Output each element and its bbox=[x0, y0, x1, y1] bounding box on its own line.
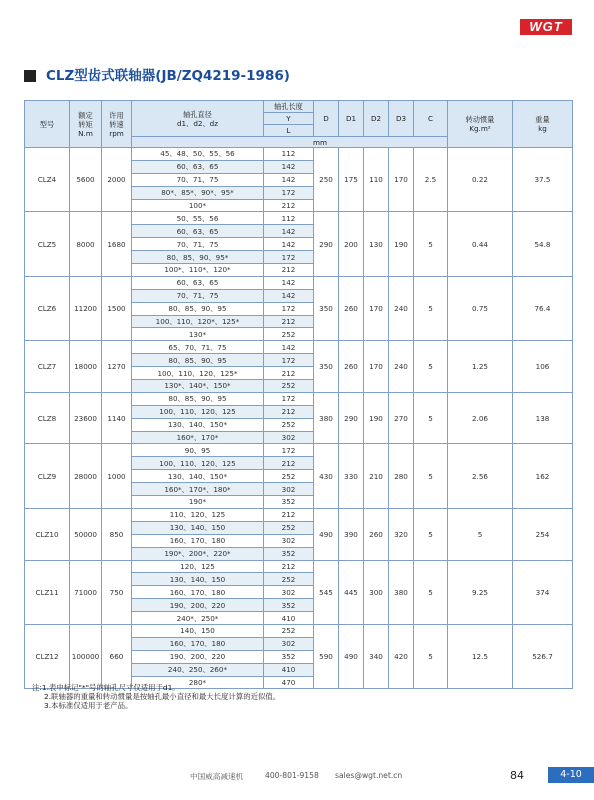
cell-length: 252 bbox=[264, 380, 314, 393]
cell-model: CLZ12 bbox=[25, 624, 70, 688]
cell-bore: 120、125 bbox=[132, 560, 264, 573]
cell-length: 212 bbox=[264, 367, 314, 380]
cell-d2: 110 bbox=[364, 148, 389, 212]
cell-d1: 175 bbox=[339, 148, 364, 212]
cell-bore: 100、110、120、125* bbox=[132, 367, 264, 380]
cell-bore: 60、63、65 bbox=[132, 160, 264, 173]
cell-d2: 210 bbox=[364, 444, 389, 508]
brand-logo: WGT bbox=[520, 19, 572, 35]
cell-d2: 190 bbox=[364, 392, 389, 444]
cell-d1: 260 bbox=[339, 341, 364, 393]
cell-d3: 320 bbox=[389, 508, 414, 560]
cell-d3: 190 bbox=[389, 212, 414, 276]
table-row bbox=[25, 392, 573, 405]
cell-speed: 1500 bbox=[102, 276, 132, 340]
cell-bore: 240*、250* bbox=[132, 612, 264, 625]
cell-weight: 162 bbox=[513, 444, 573, 508]
unit-row: mm bbox=[132, 137, 448, 148]
cell-model: CLZ9 bbox=[25, 444, 70, 508]
col-weight: 重量 kg bbox=[513, 101, 573, 148]
cell-length: 172 bbox=[264, 392, 314, 405]
cell-bore: 100*、110*、120* bbox=[132, 264, 264, 277]
cell-length: 302 bbox=[264, 586, 314, 599]
cell-bore: 160、170、180 bbox=[132, 637, 264, 650]
col-length-l: L bbox=[264, 125, 314, 137]
cell-inertia: 9.25 bbox=[448, 560, 513, 624]
cell-weight: 254 bbox=[513, 508, 573, 560]
table-row bbox=[25, 276, 573, 289]
cell-d: 545 bbox=[314, 560, 339, 624]
cell-torque: 71000 bbox=[70, 560, 102, 624]
note-1: 注:1.表中标记"*"号的轴孔尺寸仅适用于d1。 bbox=[32, 683, 180, 692]
cell-length: 142 bbox=[264, 276, 314, 289]
cell-c: 5 bbox=[414, 212, 448, 276]
col-D2: D2 bbox=[364, 101, 389, 137]
cell-bore: 190*、200*、220* bbox=[132, 547, 264, 560]
cell-length: 172 bbox=[264, 251, 314, 264]
col-length: 轴孔长度 bbox=[264, 101, 314, 113]
cell-length: 252 bbox=[264, 418, 314, 431]
cell-d2: 170 bbox=[364, 276, 389, 340]
cell-length: 302 bbox=[264, 637, 314, 650]
title-marker bbox=[24, 70, 36, 82]
cell-bore: 50、55、56 bbox=[132, 212, 264, 225]
cell-length: 142 bbox=[264, 238, 314, 251]
table-row bbox=[25, 508, 573, 521]
cell-bore: 130、140、150* bbox=[132, 470, 264, 483]
cell-model: CLZ10 bbox=[25, 508, 70, 560]
cell-speed: 1270 bbox=[102, 341, 132, 393]
col-bore: 轴孔直径 d1、d2、dz bbox=[132, 101, 264, 137]
cell-d: 490 bbox=[314, 508, 339, 560]
cell-c: 5 bbox=[414, 444, 448, 508]
cell-d: 350 bbox=[314, 341, 339, 393]
cell-d1: 445 bbox=[339, 560, 364, 624]
cell-d3: 240 bbox=[389, 276, 414, 340]
cell-length: 410 bbox=[264, 663, 314, 676]
cell-length: 142 bbox=[264, 173, 314, 186]
cell-model: CLZ8 bbox=[25, 392, 70, 444]
footer-email: sales@wgt.net.cn bbox=[335, 771, 403, 780]
note-3: 3.本标准仅适用于老产品。 bbox=[44, 701, 133, 710]
cell-length: 302 bbox=[264, 431, 314, 444]
col-model: 型号 bbox=[25, 101, 70, 148]
col-D1: D1 bbox=[339, 101, 364, 137]
cell-bore: 65、70、71、75 bbox=[132, 341, 264, 354]
cell-speed: 660 bbox=[102, 624, 132, 688]
cell-bore: 70、71、75 bbox=[132, 289, 264, 302]
cell-d: 350 bbox=[314, 276, 339, 340]
cell-speed: 750 bbox=[102, 560, 132, 624]
cell-d3: 420 bbox=[389, 624, 414, 688]
cell-torque: 100000 bbox=[70, 624, 102, 688]
cell-length: 252 bbox=[264, 573, 314, 586]
col-torque: 额定 转矩 N.m bbox=[70, 101, 102, 148]
table-row bbox=[25, 444, 573, 457]
cell-bore: 60、63、65 bbox=[132, 225, 264, 238]
cell-length: 212 bbox=[264, 199, 314, 212]
cell-torque: 5600 bbox=[70, 148, 102, 212]
cell-d2: 300 bbox=[364, 560, 389, 624]
cell-torque: 23600 bbox=[70, 392, 102, 444]
cell-model: CLZ7 bbox=[25, 341, 70, 393]
cell-weight: 138 bbox=[513, 392, 573, 444]
cell-c: 5 bbox=[414, 392, 448, 444]
cell-bore: 90、95 bbox=[132, 444, 264, 457]
cell-inertia: 12.5 bbox=[448, 624, 513, 688]
cell-length: 352 bbox=[264, 599, 314, 612]
cell-bore: 100、110、120、125 bbox=[132, 405, 264, 418]
cell-d1: 490 bbox=[339, 624, 364, 688]
cell-length: 212 bbox=[264, 457, 314, 470]
cell-inertia: 5 bbox=[448, 508, 513, 560]
col-C: C bbox=[414, 101, 448, 137]
cell-bore: 160、170、180 bbox=[132, 534, 264, 547]
cell-d2: 260 bbox=[364, 508, 389, 560]
cell-bore: 110、120、125 bbox=[132, 508, 264, 521]
cell-d1: 330 bbox=[339, 444, 364, 508]
table-row bbox=[25, 560, 573, 573]
cell-bore: 130*、140*、150* bbox=[132, 380, 264, 393]
cell-bore: 190* bbox=[132, 496, 264, 509]
cell-length: 112 bbox=[264, 148, 314, 161]
cell-weight: 106 bbox=[513, 341, 573, 393]
cell-c: 5 bbox=[414, 341, 448, 393]
cell-weight: 374 bbox=[513, 560, 573, 624]
cell-length: 302 bbox=[264, 483, 314, 496]
col-inertia: 转动惯量 Kg.m² bbox=[448, 101, 513, 148]
cell-d: 380 bbox=[314, 392, 339, 444]
cell-bore: 70、71、75 bbox=[132, 173, 264, 186]
cell-speed: 1000 bbox=[102, 444, 132, 508]
spec-table bbox=[24, 100, 573, 689]
cell-d: 430 bbox=[314, 444, 339, 508]
cell-d: 590 bbox=[314, 624, 339, 688]
cell-length: 470 bbox=[264, 676, 314, 689]
cell-length: 410 bbox=[264, 612, 314, 625]
cell-d2: 340 bbox=[364, 624, 389, 688]
cell-bore: 130、140、150 bbox=[132, 573, 264, 586]
cell-d2: 130 bbox=[364, 212, 389, 276]
cell-bore: 280* bbox=[132, 676, 264, 689]
table-row bbox=[25, 212, 573, 225]
cell-length: 212 bbox=[264, 405, 314, 418]
cell-weight: 526.7 bbox=[513, 624, 573, 688]
cell-inertia: 2.06 bbox=[448, 392, 513, 444]
cell-bore: 60、63、65 bbox=[132, 276, 264, 289]
cell-length: 252 bbox=[264, 470, 314, 483]
notes bbox=[32, 683, 280, 710]
cell-inertia: 0.75 bbox=[448, 276, 513, 340]
cell-model: CLZ6 bbox=[25, 276, 70, 340]
cell-inertia: 0.22 bbox=[448, 148, 513, 212]
cell-bore: 130、140、150 bbox=[132, 521, 264, 534]
col-speed: 许用 转速 rpm bbox=[102, 101, 132, 148]
cell-torque: 28000 bbox=[70, 444, 102, 508]
note-2: 2.联轴器的重量和转动惯量是按轴孔最小直径和最大长度计算的近似值。 bbox=[44, 692, 281, 701]
cell-bore: 100、110、120、125 bbox=[132, 457, 264, 470]
cell-d: 250 bbox=[314, 148, 339, 212]
cell-bore: 80*、85*、90*、95* bbox=[132, 186, 264, 199]
cell-weight: 76.4 bbox=[513, 276, 573, 340]
cell-length: 172 bbox=[264, 302, 314, 315]
cell-weight: 54.8 bbox=[513, 212, 573, 276]
cell-speed: 1140 bbox=[102, 392, 132, 444]
cell-speed: 2000 bbox=[102, 148, 132, 212]
cell-inertia: 0.44 bbox=[448, 212, 513, 276]
cell-speed: 850 bbox=[102, 508, 132, 560]
cell-length: 352 bbox=[264, 547, 314, 560]
cell-weight: 37.5 bbox=[513, 148, 573, 212]
col-D: D bbox=[314, 101, 339, 137]
cell-length: 302 bbox=[264, 534, 314, 547]
cell-d3: 280 bbox=[389, 444, 414, 508]
cell-length: 142 bbox=[264, 225, 314, 238]
cell-length: 142 bbox=[264, 341, 314, 354]
cell-bore: 240、250、260* bbox=[132, 663, 264, 676]
cell-length: 252 bbox=[264, 624, 314, 637]
cell-bore: 70、71、75 bbox=[132, 238, 264, 251]
cell-torque: 50000 bbox=[70, 508, 102, 560]
cell-length: 142 bbox=[264, 160, 314, 173]
cell-length: 212 bbox=[264, 264, 314, 277]
cell-model: CLZ11 bbox=[25, 560, 70, 624]
cell-d3: 270 bbox=[389, 392, 414, 444]
cell-speed: 1680 bbox=[102, 212, 132, 276]
footer-phone: 400-801-9158 bbox=[265, 771, 319, 780]
cell-bore: 100* bbox=[132, 199, 264, 212]
cell-d: 290 bbox=[314, 212, 339, 276]
cell-length: 252 bbox=[264, 328, 314, 341]
cell-bore: 160*、170* bbox=[132, 431, 264, 444]
cell-bore: 130* bbox=[132, 328, 264, 341]
cell-length: 212 bbox=[264, 508, 314, 521]
cell-bore: 160、170、180 bbox=[132, 586, 264, 599]
cell-bore: 190、200、220 bbox=[132, 650, 264, 663]
cell-c: 5 bbox=[414, 276, 448, 340]
cell-bore: 80、85、90、95* bbox=[132, 251, 264, 264]
cell-bore: 140、150 bbox=[132, 624, 264, 637]
cell-length: 212 bbox=[264, 315, 314, 328]
section-tag: 4-10 bbox=[548, 767, 594, 783]
spec-table-body bbox=[25, 148, 573, 689]
cell-torque: 8000 bbox=[70, 212, 102, 276]
col-length-y: Y bbox=[264, 113, 314, 125]
cell-d1: 390 bbox=[339, 508, 364, 560]
cell-bore: 80、85、90、95 bbox=[132, 392, 264, 405]
cell-d1: 260 bbox=[339, 276, 364, 340]
cell-c: 5 bbox=[414, 560, 448, 624]
cell-bore: 80、85、90、95 bbox=[132, 354, 264, 367]
cell-length: 112 bbox=[264, 212, 314, 225]
cell-bore: 130、140、150* bbox=[132, 418, 264, 431]
cell-d3: 240 bbox=[389, 341, 414, 393]
cell-length: 172 bbox=[264, 444, 314, 457]
cell-length: 172 bbox=[264, 186, 314, 199]
footer bbox=[0, 771, 594, 783]
cell-length: 252 bbox=[264, 521, 314, 534]
cell-length: 352 bbox=[264, 496, 314, 509]
cell-inertia: 1.25 bbox=[448, 341, 513, 393]
cell-d3: 170 bbox=[389, 148, 414, 212]
table-row bbox=[25, 148, 573, 161]
cell-c: 5 bbox=[414, 624, 448, 688]
cell-inertia: 2.56 bbox=[448, 444, 513, 508]
cell-bore: 190、200、220 bbox=[132, 599, 264, 612]
cell-bore: 45、48、50、55、56 bbox=[132, 148, 264, 161]
cell-length: 142 bbox=[264, 289, 314, 302]
cell-bore: 160*、170*、180* bbox=[132, 483, 264, 496]
cell-d2: 170 bbox=[364, 341, 389, 393]
cell-torque: 11200 bbox=[70, 276, 102, 340]
cell-length: 172 bbox=[264, 354, 314, 367]
cell-c: 5 bbox=[414, 508, 448, 560]
cell-torque: 18000 bbox=[70, 341, 102, 393]
cell-bore: 80、85、90、95 bbox=[132, 302, 264, 315]
footer-company: 中国威高减速机 bbox=[190, 772, 244, 781]
cell-model: CLZ4 bbox=[25, 148, 70, 212]
cell-bore: 100、110、120*、125* bbox=[132, 315, 264, 328]
col-D3: D3 bbox=[389, 101, 414, 137]
table-row bbox=[25, 341, 573, 354]
cell-d1: 200 bbox=[339, 212, 364, 276]
cell-length: 352 bbox=[264, 650, 314, 663]
page-number: 84 bbox=[510, 769, 524, 782]
cell-length: 212 bbox=[264, 560, 314, 573]
page-title: CLZ型齿式联轴器(JB/ZQ4219-1986) bbox=[46, 68, 290, 84]
table-row bbox=[25, 624, 573, 637]
cell-d3: 380 bbox=[389, 560, 414, 624]
cell-c: 2.5 bbox=[414, 148, 448, 212]
cell-model: CLZ5 bbox=[25, 212, 70, 276]
cell-d1: 290 bbox=[339, 392, 364, 444]
